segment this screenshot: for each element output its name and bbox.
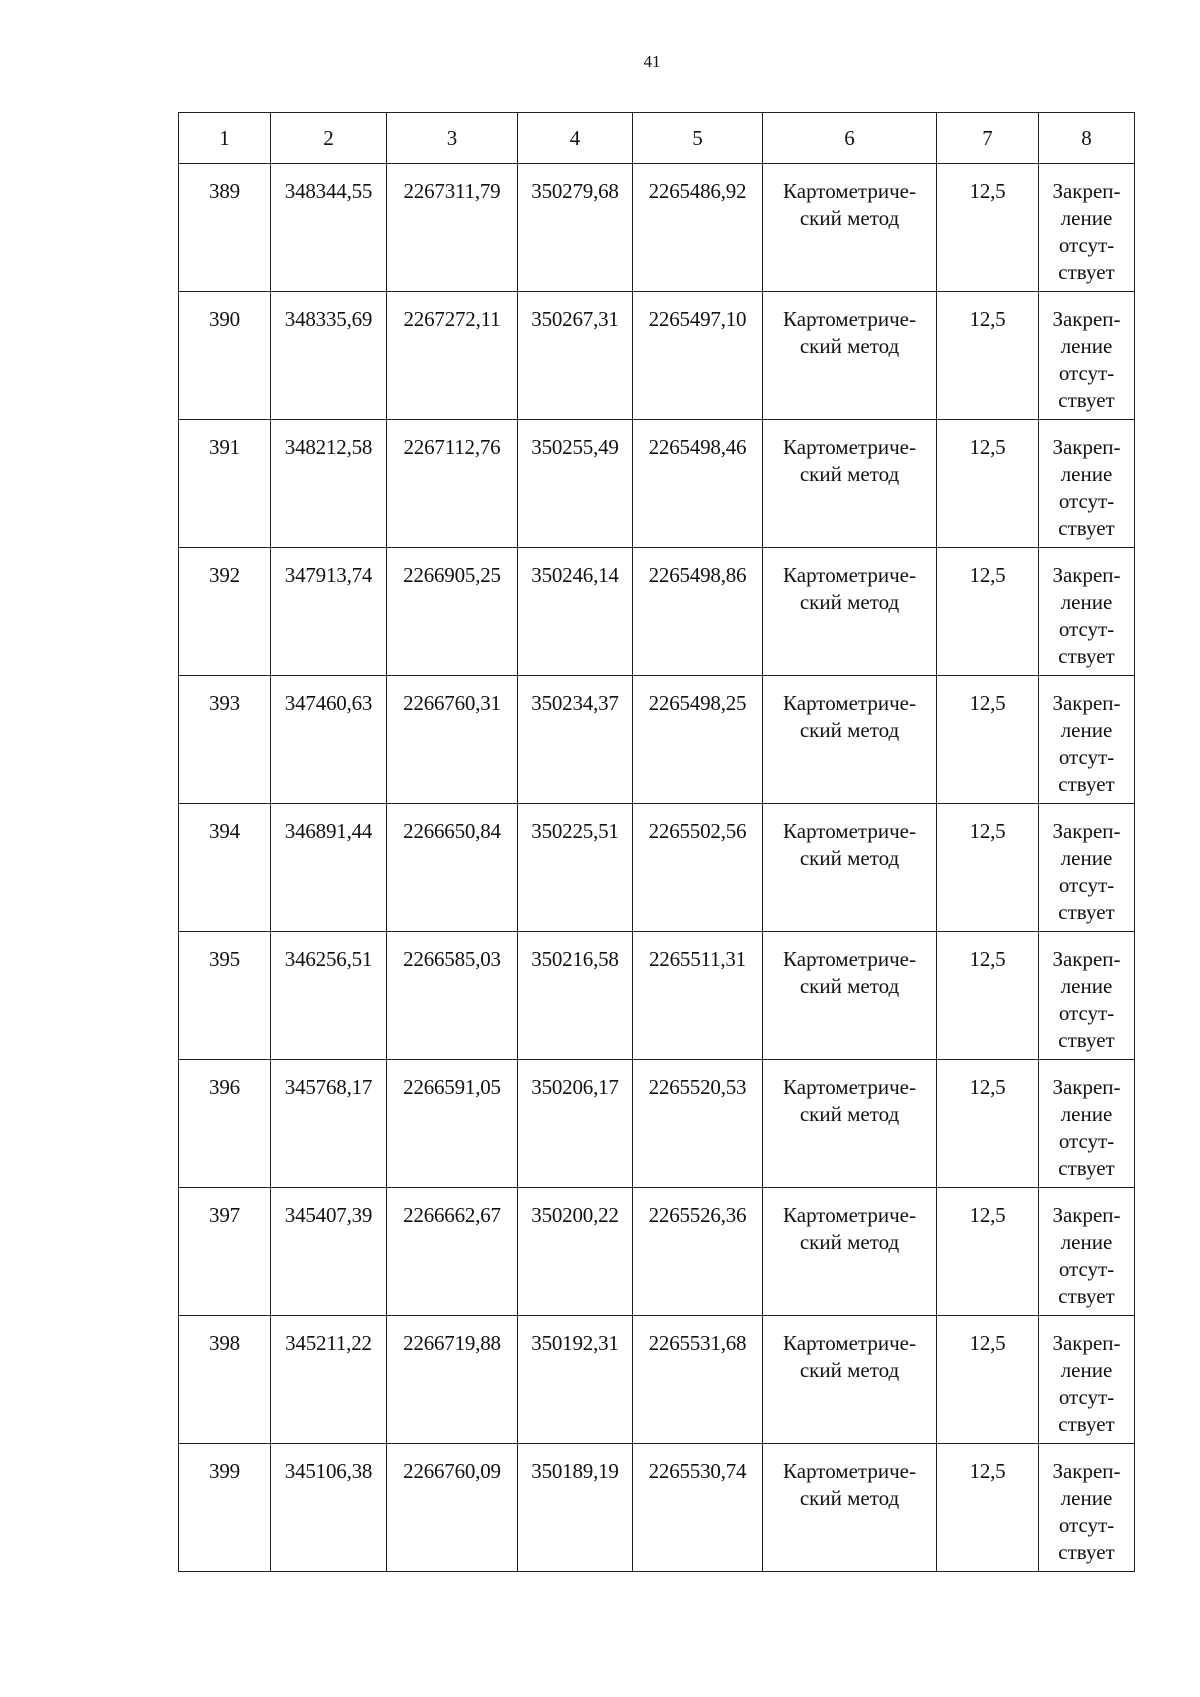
accuracy-cell: 12,5 bbox=[937, 292, 1039, 420]
column-header: 2 bbox=[271, 113, 387, 164]
coordinate-cell: 350279,68 bbox=[518, 164, 633, 292]
point-number-cell: 390 bbox=[179, 292, 271, 420]
table-header-row bbox=[179, 113, 1135, 164]
accuracy-cell: 12,5 bbox=[937, 164, 1039, 292]
coordinate-cell: 2265511,31 bbox=[633, 932, 763, 1060]
point-number-cell: 394 bbox=[179, 804, 271, 932]
accuracy-cell: 12,5 bbox=[937, 932, 1039, 1060]
table-row bbox=[179, 420, 1135, 548]
method-cell: Картометриче- ский метод bbox=[763, 676, 937, 804]
coordinate-cell: 347913,74 bbox=[271, 548, 387, 676]
table-row bbox=[179, 548, 1135, 676]
coordinate-cell: 348344,55 bbox=[271, 164, 387, 292]
method-cell: Картометриче- ский метод bbox=[763, 1060, 937, 1188]
coordinate-cell: 2267311,79 bbox=[387, 164, 518, 292]
column-header: 1 bbox=[179, 113, 271, 164]
accuracy-cell: 12,5 bbox=[937, 420, 1039, 548]
coordinate-cell: 2265498,86 bbox=[633, 548, 763, 676]
table-row bbox=[179, 1444, 1135, 1572]
coordinate-cell: 345407,39 bbox=[271, 1188, 387, 1316]
coordinate-cell: 345211,22 bbox=[271, 1316, 387, 1444]
table-row bbox=[179, 676, 1135, 804]
column-header: 8 bbox=[1039, 113, 1135, 164]
column-header: 5 bbox=[633, 113, 763, 164]
table-row bbox=[179, 164, 1135, 292]
coordinate-cell: 2266719,88 bbox=[387, 1316, 518, 1444]
coordinate-cell: 2265498,46 bbox=[633, 420, 763, 548]
fixation-cell: Закреп- ление отсут- ствует bbox=[1039, 1316, 1135, 1444]
fixation-cell: Закреп- ление отсут- ствует bbox=[1039, 804, 1135, 932]
fixation-cell: Закреп- ление отсут- ствует bbox=[1039, 1188, 1135, 1316]
coordinate-cell: 350206,17 bbox=[518, 1060, 633, 1188]
coordinate-cell: 350192,31 bbox=[518, 1316, 633, 1444]
fixation-cell: Закреп- ление отсут- ствует bbox=[1039, 1060, 1135, 1188]
fixation-cell: Закреп- ление отсут- ствует bbox=[1039, 1444, 1135, 1572]
method-cell: Картометриче- ский метод bbox=[763, 932, 937, 1060]
coordinate-cell: 2266760,09 bbox=[387, 1444, 518, 1572]
method-cell: Картометриче- ский метод bbox=[763, 1444, 937, 1572]
point-number-cell: 391 bbox=[179, 420, 271, 548]
coordinate-cell: 350267,31 bbox=[518, 292, 633, 420]
accuracy-cell: 12,5 bbox=[937, 1444, 1039, 1572]
coordinate-cell: 2265530,74 bbox=[633, 1444, 763, 1572]
fixation-cell: Закреп- ление отсут- ствует bbox=[1039, 932, 1135, 1060]
coordinate-cell: 2265497,10 bbox=[633, 292, 763, 420]
accuracy-cell: 12,5 bbox=[937, 1188, 1039, 1316]
point-number-cell: 399 bbox=[179, 1444, 271, 1572]
method-cell: Картометриче- ский метод bbox=[763, 1188, 937, 1316]
column-header: 6 bbox=[763, 113, 937, 164]
column-header: 3 bbox=[387, 113, 518, 164]
coordinate-cell: 2265520,53 bbox=[633, 1060, 763, 1188]
point-number-cell: 395 bbox=[179, 932, 271, 1060]
method-cell: Картометриче- ский метод bbox=[763, 292, 937, 420]
method-cell: Картометриче- ский метод bbox=[763, 420, 937, 548]
point-number-cell: 398 bbox=[179, 1316, 271, 1444]
coordinate-cell: 350225,51 bbox=[518, 804, 633, 932]
coordinate-cell: 345768,17 bbox=[271, 1060, 387, 1188]
coordinate-cell: 350246,14 bbox=[518, 548, 633, 676]
table-row bbox=[179, 804, 1135, 932]
coordinate-cell: 2266662,67 bbox=[387, 1188, 518, 1316]
coordinate-cell: 346891,44 bbox=[271, 804, 387, 932]
method-cell: Картометриче- ский метод bbox=[763, 804, 937, 932]
coordinate-cell: 2266905,25 bbox=[387, 548, 518, 676]
accuracy-cell: 12,5 bbox=[937, 804, 1039, 932]
coordinates-table bbox=[178, 112, 1135, 1572]
table-row bbox=[179, 1188, 1135, 1316]
point-number-cell: 396 bbox=[179, 1060, 271, 1188]
fixation-cell: Закреп- ление отсут- ствует bbox=[1039, 164, 1135, 292]
coordinate-cell: 348335,69 bbox=[271, 292, 387, 420]
point-number-cell: 393 bbox=[179, 676, 271, 804]
coordinate-cell: 347460,63 bbox=[271, 676, 387, 804]
coordinate-cell: 2265498,25 bbox=[633, 676, 763, 804]
coordinate-cell: 350189,19 bbox=[518, 1444, 633, 1572]
coordinate-cell: 2266585,03 bbox=[387, 932, 518, 1060]
column-header: 4 bbox=[518, 113, 633, 164]
fixation-cell: Закреп- ление отсут- ствует bbox=[1039, 420, 1135, 548]
fixation-cell: Закреп- ление отсут- ствует bbox=[1039, 292, 1135, 420]
page-number: 41 bbox=[643, 52, 661, 71]
method-cell: Картометриче- ский метод bbox=[763, 548, 937, 676]
coordinate-cell: 2267112,76 bbox=[387, 420, 518, 548]
method-cell: Картометриче- ский метод bbox=[763, 164, 937, 292]
table-row bbox=[179, 932, 1135, 1060]
coordinate-cell: 2265486,92 bbox=[633, 164, 763, 292]
point-number-cell: 392 bbox=[179, 548, 271, 676]
coordinate-cell: 2266760,31 bbox=[387, 676, 518, 804]
coordinate-cell: 2266650,84 bbox=[387, 804, 518, 932]
accuracy-cell: 12,5 bbox=[937, 676, 1039, 804]
coordinate-cell: 350255,49 bbox=[518, 420, 633, 548]
coordinate-cell: 350216,58 bbox=[518, 932, 633, 1060]
method-cell: Картометриче- ский метод bbox=[763, 1316, 937, 1444]
coordinate-cell: 345106,38 bbox=[271, 1444, 387, 1572]
coordinate-cell: 2265502,56 bbox=[633, 804, 763, 932]
fixation-cell: Закреп- ление отсут- ствует bbox=[1039, 676, 1135, 804]
coordinate-cell: 348212,58 bbox=[271, 420, 387, 548]
accuracy-cell: 12,5 bbox=[937, 548, 1039, 676]
coordinate-cell: 2265531,68 bbox=[633, 1316, 763, 1444]
coordinate-cell: 2267272,11 bbox=[387, 292, 518, 420]
column-header: 7 bbox=[937, 113, 1039, 164]
table-row bbox=[179, 1316, 1135, 1444]
coordinate-cell: 350200,22 bbox=[518, 1188, 633, 1316]
table-row bbox=[179, 292, 1135, 420]
accuracy-cell: 12,5 bbox=[937, 1060, 1039, 1188]
table-row bbox=[179, 1060, 1135, 1188]
fixation-cell: Закреп- ление отсут- ствует bbox=[1039, 548, 1135, 676]
coordinate-cell: 2265526,36 bbox=[633, 1188, 763, 1316]
coordinate-cell: 350234,37 bbox=[518, 676, 633, 804]
coordinate-cell: 346256,51 bbox=[271, 932, 387, 1060]
point-number-cell: 397 bbox=[179, 1188, 271, 1316]
point-number-cell: 389 bbox=[179, 164, 271, 292]
accuracy-cell: 12,5 bbox=[937, 1316, 1039, 1444]
coordinate-cell: 2266591,05 bbox=[387, 1060, 518, 1188]
